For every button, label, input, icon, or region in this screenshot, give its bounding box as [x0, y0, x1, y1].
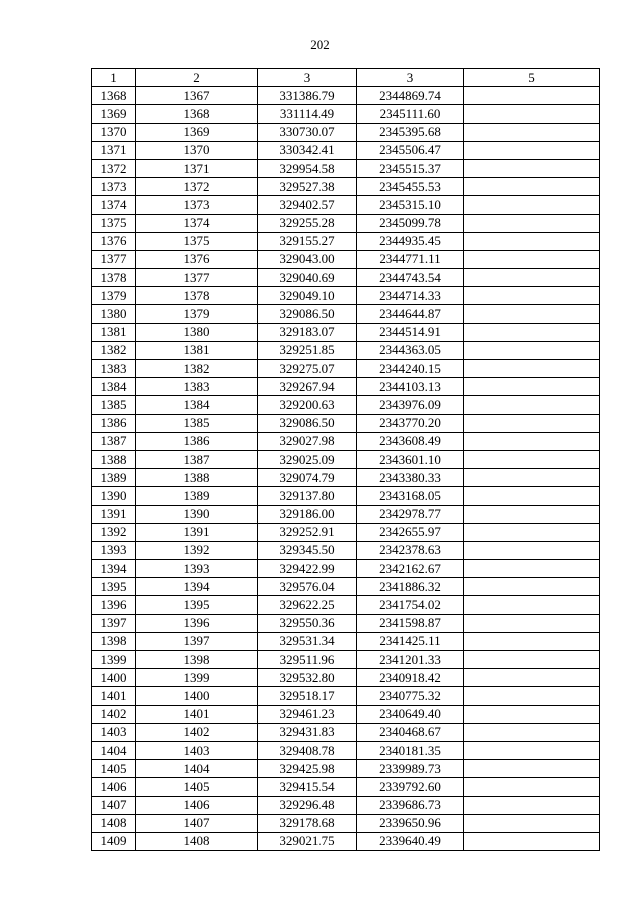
previous-point-cell: 1388	[136, 469, 258, 487]
y-coordinate-cell: 2343976.09	[357, 396, 464, 414]
table-header-row	[92, 69, 600, 87]
notes-cell	[464, 796, 600, 814]
x-coordinate-cell: 329518.17	[258, 687, 357, 705]
x-coordinate-cell: 329021.75	[258, 832, 357, 850]
table-row	[92, 87, 600, 105]
point-number-cell: 1376	[92, 232, 136, 250]
y-coordinate-cell: 2342162.67	[357, 560, 464, 578]
point-number-cell: 1375	[92, 214, 136, 232]
y-coordinate-cell: 2343608.49	[357, 432, 464, 450]
y-coordinate-cell: 2344935.45	[357, 232, 464, 250]
x-coordinate-cell: 329527.38	[258, 178, 357, 196]
table-row	[92, 578, 600, 596]
point-number-cell: 1381	[92, 323, 136, 341]
x-coordinate-cell: 329402.57	[258, 196, 357, 214]
y-coordinate-cell: 2340181.35	[357, 741, 464, 759]
previous-point-cell: 1391	[136, 523, 258, 541]
x-coordinate-cell: 329251.85	[258, 341, 357, 359]
previous-point-cell: 1390	[136, 505, 258, 523]
y-coordinate-cell: 2345111.60	[357, 105, 464, 123]
x-coordinate-cell: 329183.07	[258, 323, 357, 341]
point-number-cell: 1406	[92, 778, 136, 796]
point-number-cell: 1398	[92, 632, 136, 650]
point-number-cell: 1404	[92, 741, 136, 759]
point-number-cell: 1394	[92, 560, 136, 578]
previous-point-cell: 1381	[136, 341, 258, 359]
notes-cell	[464, 396, 600, 414]
x-coordinate-cell: 329532.80	[258, 669, 357, 687]
x-coordinate-cell: 329043.00	[258, 250, 357, 268]
notes-cell	[464, 141, 600, 159]
previous-point-cell: 1372	[136, 178, 258, 196]
page-number: 202	[310, 37, 330, 52]
point-number-cell: 1387	[92, 432, 136, 450]
point-number-cell: 1405	[92, 760, 136, 778]
notes-cell	[464, 632, 600, 650]
previous-point-cell: 1387	[136, 450, 258, 468]
point-number-cell: 1390	[92, 487, 136, 505]
y-coordinate-cell: 2345395.68	[357, 123, 464, 141]
point-number-cell: 1388	[92, 450, 136, 468]
point-number-cell: 1399	[92, 651, 136, 669]
previous-point-cell: 1370	[136, 141, 258, 159]
table-row	[92, 159, 600, 177]
point-number-cell: 1370	[92, 123, 136, 141]
point-number-cell: 1378	[92, 269, 136, 287]
point-number-cell: 1385	[92, 396, 136, 414]
table-row	[92, 651, 600, 669]
y-coordinate-cell: 2343770.20	[357, 414, 464, 432]
table-row	[92, 814, 600, 832]
table-row	[92, 360, 600, 378]
point-number-cell: 1403	[92, 723, 136, 741]
coordinates-table	[91, 68, 600, 851]
table-row	[92, 505, 600, 523]
previous-point-cell: 1392	[136, 541, 258, 559]
column-header-1: 1	[92, 69, 136, 87]
y-coordinate-cell: 2345515.37	[357, 159, 464, 177]
table-row	[92, 141, 600, 159]
previous-point-cell: 1389	[136, 487, 258, 505]
x-coordinate-cell: 330730.07	[258, 123, 357, 141]
x-coordinate-cell: 329576.04	[258, 578, 357, 596]
notes-cell	[464, 214, 600, 232]
column-header-4: 3	[357, 69, 464, 87]
table-row	[92, 469, 600, 487]
table-row	[92, 741, 600, 759]
y-coordinate-cell: 2345455.53	[357, 178, 464, 196]
x-coordinate-cell: 329200.63	[258, 396, 357, 414]
y-coordinate-cell: 2339650.96	[357, 814, 464, 832]
table-row	[92, 796, 600, 814]
previous-point-cell: 1379	[136, 305, 258, 323]
x-coordinate-cell: 329086.50	[258, 414, 357, 432]
x-coordinate-cell: 329267.94	[258, 378, 357, 396]
table-body	[92, 87, 600, 851]
point-number-cell: 1386	[92, 414, 136, 432]
x-coordinate-cell: 329296.48	[258, 796, 357, 814]
column-header-5: 5	[464, 69, 600, 87]
table-row	[92, 378, 600, 396]
previous-point-cell: 1393	[136, 560, 258, 578]
y-coordinate-cell: 2343168.05	[357, 487, 464, 505]
notes-cell	[464, 287, 600, 305]
previous-point-cell: 1401	[136, 705, 258, 723]
y-coordinate-cell: 2340468.67	[357, 723, 464, 741]
previous-point-cell: 1403	[136, 741, 258, 759]
table-row	[92, 632, 600, 650]
x-coordinate-cell: 329422.99	[258, 560, 357, 578]
notes-cell	[464, 305, 600, 323]
notes-cell	[464, 323, 600, 341]
notes-cell	[464, 669, 600, 687]
notes-cell	[464, 378, 600, 396]
y-coordinate-cell: 2339792.60	[357, 778, 464, 796]
table-row	[92, 523, 600, 541]
point-number-cell: 1393	[92, 541, 136, 559]
notes-cell	[464, 596, 600, 614]
previous-point-cell: 1367	[136, 87, 258, 105]
point-number-cell: 1384	[92, 378, 136, 396]
x-coordinate-cell: 329275.07	[258, 360, 357, 378]
table-row	[92, 596, 600, 614]
point-number-cell: 1389	[92, 469, 136, 487]
table-row	[92, 705, 600, 723]
x-coordinate-cell: 329027.98	[258, 432, 357, 450]
column-header-3: 3	[258, 69, 357, 87]
previous-point-cell: 1385	[136, 414, 258, 432]
y-coordinate-cell: 2344644.87	[357, 305, 464, 323]
x-coordinate-cell: 329155.27	[258, 232, 357, 250]
table-row	[92, 250, 600, 268]
x-coordinate-cell: 329345.50	[258, 541, 357, 559]
previous-point-cell: 1386	[136, 432, 258, 450]
previous-point-cell: 1378	[136, 287, 258, 305]
point-number-cell: 1372	[92, 159, 136, 177]
point-number-cell: 1377	[92, 250, 136, 268]
table-row	[92, 487, 600, 505]
table-row	[92, 832, 600, 850]
point-number-cell: 1369	[92, 105, 136, 123]
x-coordinate-cell: 329074.79	[258, 469, 357, 487]
table-row	[92, 105, 600, 123]
table-row	[92, 560, 600, 578]
y-coordinate-cell: 2340918.42	[357, 669, 464, 687]
point-number-cell: 1380	[92, 305, 136, 323]
table-row	[92, 305, 600, 323]
y-coordinate-cell: 2345506.47	[357, 141, 464, 159]
notes-cell	[464, 814, 600, 832]
point-number-cell: 1392	[92, 523, 136, 541]
x-coordinate-cell: 329137.80	[258, 487, 357, 505]
x-coordinate-cell: 329550.36	[258, 614, 357, 632]
x-coordinate-cell: 331386.79	[258, 87, 357, 105]
y-coordinate-cell: 2342655.97	[357, 523, 464, 541]
point-number-cell: 1409	[92, 832, 136, 850]
previous-point-cell: 1383	[136, 378, 258, 396]
table-row	[92, 432, 600, 450]
notes-cell	[464, 159, 600, 177]
table-row	[92, 541, 600, 559]
previous-point-cell: 1371	[136, 159, 258, 177]
previous-point-cell: 1395	[136, 596, 258, 614]
notes-cell	[464, 523, 600, 541]
table-row	[92, 450, 600, 468]
notes-cell	[464, 614, 600, 632]
x-coordinate-cell: 329511.96	[258, 651, 357, 669]
notes-cell	[464, 341, 600, 359]
x-coordinate-cell: 329531.34	[258, 632, 357, 650]
x-coordinate-cell: 329025.09	[258, 450, 357, 468]
previous-point-cell: 1399	[136, 669, 258, 687]
x-coordinate-cell: 329954.58	[258, 159, 357, 177]
notes-cell	[464, 723, 600, 741]
notes-cell	[464, 832, 600, 850]
previous-point-cell: 1377	[136, 269, 258, 287]
y-coordinate-cell: 2341598.87	[357, 614, 464, 632]
table-row	[92, 232, 600, 250]
x-coordinate-cell: 329086.50	[258, 305, 357, 323]
x-coordinate-cell: 329049.10	[258, 287, 357, 305]
table-row	[92, 287, 600, 305]
x-coordinate-cell: 329431.83	[258, 723, 357, 741]
previous-point-cell: 1380	[136, 323, 258, 341]
notes-cell	[464, 232, 600, 250]
point-number-cell: 1371	[92, 141, 136, 159]
previous-point-cell: 1402	[136, 723, 258, 741]
notes-cell	[464, 651, 600, 669]
point-number-cell: 1402	[92, 705, 136, 723]
notes-cell	[464, 450, 600, 468]
previous-point-cell: 1405	[136, 778, 258, 796]
table-row	[92, 123, 600, 141]
previous-point-cell: 1400	[136, 687, 258, 705]
y-coordinate-cell: 2345315.10	[357, 196, 464, 214]
table-row	[92, 687, 600, 705]
notes-cell	[464, 196, 600, 214]
x-coordinate-cell: 329178.68	[258, 814, 357, 832]
point-number-cell: 1408	[92, 814, 136, 832]
notes-cell	[464, 432, 600, 450]
table-row	[92, 614, 600, 632]
point-number-cell: 1374	[92, 196, 136, 214]
y-coordinate-cell: 2339640.49	[357, 832, 464, 850]
previous-point-cell: 1369	[136, 123, 258, 141]
y-coordinate-cell: 2342978.77	[357, 505, 464, 523]
previous-point-cell: 1384	[136, 396, 258, 414]
previous-point-cell: 1394	[136, 578, 258, 596]
y-coordinate-cell: 2339686.73	[357, 796, 464, 814]
previous-point-cell: 1406	[136, 796, 258, 814]
x-coordinate-cell: 331114.49	[258, 105, 357, 123]
y-coordinate-cell: 2344103.13	[357, 378, 464, 396]
y-coordinate-cell: 2339989.73	[357, 760, 464, 778]
previous-point-cell: 1368	[136, 105, 258, 123]
previous-point-cell: 1373	[136, 196, 258, 214]
notes-cell	[464, 123, 600, 141]
notes-cell	[464, 105, 600, 123]
notes-cell	[464, 760, 600, 778]
point-number-cell: 1407	[92, 796, 136, 814]
x-coordinate-cell: 329255.28	[258, 214, 357, 232]
table-row	[92, 178, 600, 196]
previous-point-cell: 1397	[136, 632, 258, 650]
table-row	[92, 196, 600, 214]
table-row	[92, 269, 600, 287]
notes-cell	[464, 560, 600, 578]
x-coordinate-cell: 329461.23	[258, 705, 357, 723]
notes-cell	[464, 269, 600, 287]
y-coordinate-cell: 2341425.11	[357, 632, 464, 650]
table-row	[92, 669, 600, 687]
table-row	[92, 323, 600, 341]
notes-cell	[464, 360, 600, 378]
previous-point-cell: 1396	[136, 614, 258, 632]
notes-cell	[464, 250, 600, 268]
previous-point-cell: 1382	[136, 360, 258, 378]
y-coordinate-cell: 2341886.32	[357, 578, 464, 596]
point-number-cell: 1373	[92, 178, 136, 196]
y-coordinate-cell: 2345099.78	[357, 214, 464, 232]
point-number-cell: 1397	[92, 614, 136, 632]
table-row	[92, 778, 600, 796]
y-coordinate-cell: 2344514.91	[357, 323, 464, 341]
table-row	[92, 214, 600, 232]
notes-cell	[464, 705, 600, 723]
y-coordinate-cell: 2341754.02	[357, 596, 464, 614]
point-number-cell: 1396	[92, 596, 136, 614]
column-header-2: 2	[136, 69, 258, 87]
point-number-cell: 1383	[92, 360, 136, 378]
previous-point-cell: 1375	[136, 232, 258, 250]
point-number-cell: 1395	[92, 578, 136, 596]
point-number-cell: 1400	[92, 669, 136, 687]
y-coordinate-cell: 2344771.11	[357, 250, 464, 268]
x-coordinate-cell: 329040.69	[258, 269, 357, 287]
x-coordinate-cell: 329252.91	[258, 523, 357, 541]
point-number-cell: 1368	[92, 87, 136, 105]
point-number-cell: 1401	[92, 687, 136, 705]
y-coordinate-cell: 2340649.40	[357, 705, 464, 723]
notes-cell	[464, 741, 600, 759]
y-coordinate-cell: 2344363.05	[357, 341, 464, 359]
x-coordinate-cell: 329186.00	[258, 505, 357, 523]
table-row	[92, 396, 600, 414]
previous-point-cell: 1398	[136, 651, 258, 669]
notes-cell	[464, 687, 600, 705]
point-number-cell: 1391	[92, 505, 136, 523]
previous-point-cell: 1374	[136, 214, 258, 232]
previous-point-cell: 1407	[136, 814, 258, 832]
y-coordinate-cell: 2343380.33	[357, 469, 464, 487]
table-row	[92, 414, 600, 432]
previous-point-cell: 1408	[136, 832, 258, 850]
x-coordinate-cell: 329408.78	[258, 741, 357, 759]
table-row	[92, 723, 600, 741]
previous-point-cell: 1376	[136, 250, 258, 268]
notes-cell	[464, 469, 600, 487]
notes-cell	[464, 505, 600, 523]
y-coordinate-cell: 2344714.33	[357, 287, 464, 305]
y-coordinate-cell: 2344743.54	[357, 269, 464, 287]
y-coordinate-cell: 2344240.15	[357, 360, 464, 378]
y-coordinate-cell: 2341201.33	[357, 651, 464, 669]
x-coordinate-cell: 329425.98	[258, 760, 357, 778]
notes-cell	[464, 178, 600, 196]
notes-cell	[464, 487, 600, 505]
notes-cell	[464, 414, 600, 432]
table-row	[92, 760, 600, 778]
point-number-cell: 1382	[92, 341, 136, 359]
y-coordinate-cell: 2340775.32	[357, 687, 464, 705]
y-coordinate-cell: 2342378.63	[357, 541, 464, 559]
point-number-cell: 1379	[92, 287, 136, 305]
y-coordinate-cell: 2344869.74	[357, 87, 464, 105]
previous-point-cell: 1404	[136, 760, 258, 778]
x-coordinate-cell: 329415.54	[258, 778, 357, 796]
x-coordinate-cell: 329622.25	[258, 596, 357, 614]
y-coordinate-cell: 2343601.10	[357, 450, 464, 468]
table-row	[92, 341, 600, 359]
notes-cell	[464, 578, 600, 596]
notes-cell	[464, 778, 600, 796]
notes-cell	[464, 87, 600, 105]
x-coordinate-cell: 330342.41	[258, 141, 357, 159]
notes-cell	[464, 541, 600, 559]
